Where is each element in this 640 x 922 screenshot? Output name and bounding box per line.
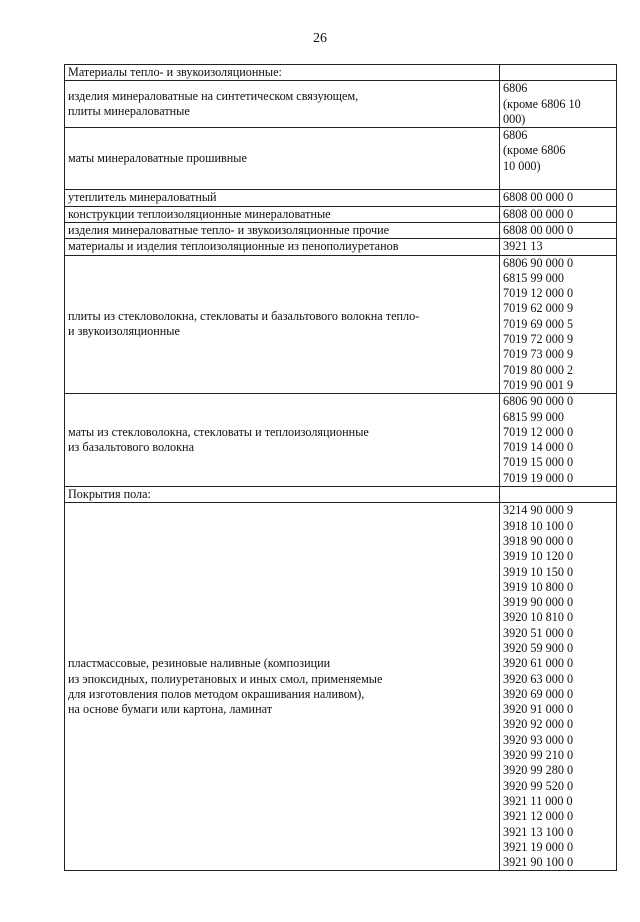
- tnved-code-line: 3920 69 000 0: [503, 686, 574, 701]
- tnved-codes-table: [64, 64, 617, 871]
- product-name-line: из эпоксидных, полиуретановых и иных смол, применяемые: [68, 671, 383, 686]
- tnved-code-line: 6815 99 000: [503, 409, 564, 424]
- tnved-code-line: 6806 90 000 0: [503, 394, 574, 409]
- tnved-code-line: 7019 62 000 9: [503, 301, 574, 316]
- tnved-code-line: 3920 91 000 0: [503, 702, 574, 717]
- tnved-code-line: (кроме 6806: [503, 143, 566, 158]
- tnved-code-line: 7019 15 000 0: [503, 455, 574, 470]
- empty-code-line: [503, 65, 613, 80]
- tnved-code-line: 7019 12 000 0: [503, 286, 574, 301]
- tnved-code-line: 3919 90 000 0: [503, 595, 574, 610]
- section-row: [65, 487, 617, 503]
- tnved-code-line: 7019 72 000 9: [503, 332, 574, 347]
- product-name-line: маты из стекловолокна, стекловаты и теплоизоляционные: [68, 424, 369, 439]
- table-row: [65, 128, 617, 190]
- tnved-code-cell: [500, 503, 617, 871]
- product-name-line: утеплитель минераловатный: [68, 190, 217, 205]
- tnved-code-line: 7019 80 000 2: [503, 362, 574, 377]
- tnved-code-line: (кроме 6806 10: [503, 96, 581, 111]
- table-row: [65, 222, 617, 238]
- tnved-code-line: 3919 10 120 0: [503, 549, 574, 564]
- product-name-cell: [65, 65, 500, 81]
- tnved-code-line: 3921 12 000 0: [503, 809, 574, 824]
- product-name-line: из базальтового волокна: [68, 440, 194, 455]
- tnved-code-line: 7019 69 000 5: [503, 316, 574, 331]
- tnved-code-cell: [500, 222, 617, 238]
- product-name-cell: [65, 81, 500, 128]
- product-name-line: плиты минераловатные: [68, 104, 190, 119]
- tnved-code-line: 6808 00 000 0: [503, 222, 574, 237]
- table-row: [65, 81, 617, 128]
- tnved-code-line: 3920 99 210 0: [503, 748, 574, 763]
- tnved-code-cell: [500, 65, 617, 81]
- product-name-line: плиты из стекловолокна, стекловаты и базальтового волокна тепло-: [68, 309, 420, 324]
- tnved-code-cell: [500, 81, 617, 128]
- product-name-line: на основе бумаги или картона, ламинат: [68, 702, 273, 717]
- product-name-cell: [65, 190, 500, 206]
- tnved-code-line: 3919 10 150 0: [503, 564, 574, 579]
- tnved-code-cell: [500, 190, 617, 206]
- tnved-code-line: 10 000): [503, 158, 541, 173]
- tnved-code-line: 3920 61 000 0: [503, 656, 574, 671]
- product-name-cell: [65, 255, 500, 394]
- tnved-code-line: 7019 14 000 0: [503, 440, 574, 455]
- tnved-code-line: 3920 92 000 0: [503, 717, 574, 732]
- product-name-line: изделия минераловатные тепло- и звукоизоляционные прочие: [68, 222, 390, 237]
- page-number: 26: [313, 31, 327, 46]
- table-body: [65, 65, 617, 871]
- tnved-code-line: 3920 99 280 0: [503, 763, 574, 778]
- product-name-line: пластмассовые, резиновые наливные (композиции: [68, 656, 331, 671]
- product-name-line: и звукоизоляционные: [68, 324, 180, 339]
- product-name-cell: [65, 239, 500, 255]
- table-row: [65, 503, 617, 871]
- product-name-line: Покрытия пола:: [68, 487, 151, 502]
- tnved-code-line: 3920 51 000 0: [503, 625, 574, 640]
- empty-code-line: [503, 487, 613, 502]
- table-row: [65, 255, 617, 394]
- tnved-code-line: 3921 19 000 0: [503, 839, 574, 854]
- section-row: [65, 65, 617, 81]
- tnved-code-line: 7019 19 000 0: [503, 470, 574, 485]
- product-name-line: изделия минераловатные на синтетическом связующем,: [68, 88, 359, 103]
- product-name-cell: [65, 394, 500, 487]
- table-row: [65, 239, 617, 255]
- tnved-code-line: 3920 99 520 0: [503, 778, 574, 793]
- product-name-cell: [65, 206, 500, 222]
- tnved-code-line: 7019 73 000 9: [503, 347, 574, 362]
- tnved-code-cell: [500, 206, 617, 222]
- tnved-code-cell: [500, 487, 617, 503]
- product-name-line: для изготовления полов методом окрашивания наливом),: [68, 686, 365, 701]
- product-name-line: маты минераловатные прошивные: [68, 151, 247, 166]
- tnved-code-cell: [500, 128, 617, 190]
- product-name-line: Материалы тепло- и звукоизоляционные:: [68, 65, 282, 79]
- tnved-code-line: 3214 90 000 9: [503, 503, 574, 518]
- product-name-cell: [65, 487, 500, 503]
- tnved-code-line: 3921 90 100 0: [503, 855, 574, 870]
- tnved-code-line: 3921 13 100 0: [503, 824, 574, 839]
- tnved-code-cell: [500, 394, 617, 487]
- tnved-code-line: 6806: [503, 81, 528, 96]
- table-row: [65, 206, 617, 222]
- tnved-code-line: 000): [503, 111, 526, 126]
- tnved-code-line: 6815 99 000: [503, 270, 564, 285]
- tnved-code-line: 6806: [503, 128, 528, 143]
- tnved-code-line: 3920 10 810 0: [503, 610, 574, 625]
- tnved-code-line: 6808 00 000 0: [503, 190, 574, 205]
- tnved-code-line: 7019 12 000 0: [503, 424, 574, 439]
- tnved-code-line: 3918 90 000 0: [503, 533, 574, 548]
- product-name-cell: [65, 128, 500, 190]
- tnved-code-cell: [500, 255, 617, 394]
- product-name-line: материалы и изделия теплоизоляционные из пенополиуретанов: [68, 239, 399, 254]
- product-name-line: конструкции теплоизоляционные минераловатные: [68, 206, 331, 221]
- tnved-code-line: 3920 93 000 0: [503, 732, 574, 747]
- tnved-code-line: 6808 00 000 0: [503, 206, 574, 221]
- tnved-code-line: 3920 63 000 0: [503, 671, 574, 686]
- product-name-cell: [65, 222, 500, 238]
- tnved-code-line: 3921 13: [503, 239, 543, 254]
- tnved-code-line: 3918 10 100 0: [503, 518, 574, 533]
- tnved-code-line: 6806 90 000 0: [503, 255, 574, 270]
- tnved-code-line: 7019 90 001 9: [503, 377, 574, 392]
- tnved-code-line: 3919 10 800 0: [503, 579, 574, 594]
- tnved-code-line: 3920 59 900 0: [503, 640, 574, 655]
- table-row: [65, 394, 617, 487]
- tnved-code-line: [503, 174, 613, 189]
- product-name-cell: [65, 503, 500, 871]
- tnved-code-line: 3921 11 000 0: [503, 793, 573, 808]
- table-row: [65, 190, 617, 206]
- tnved-code-cell: [500, 239, 617, 255]
